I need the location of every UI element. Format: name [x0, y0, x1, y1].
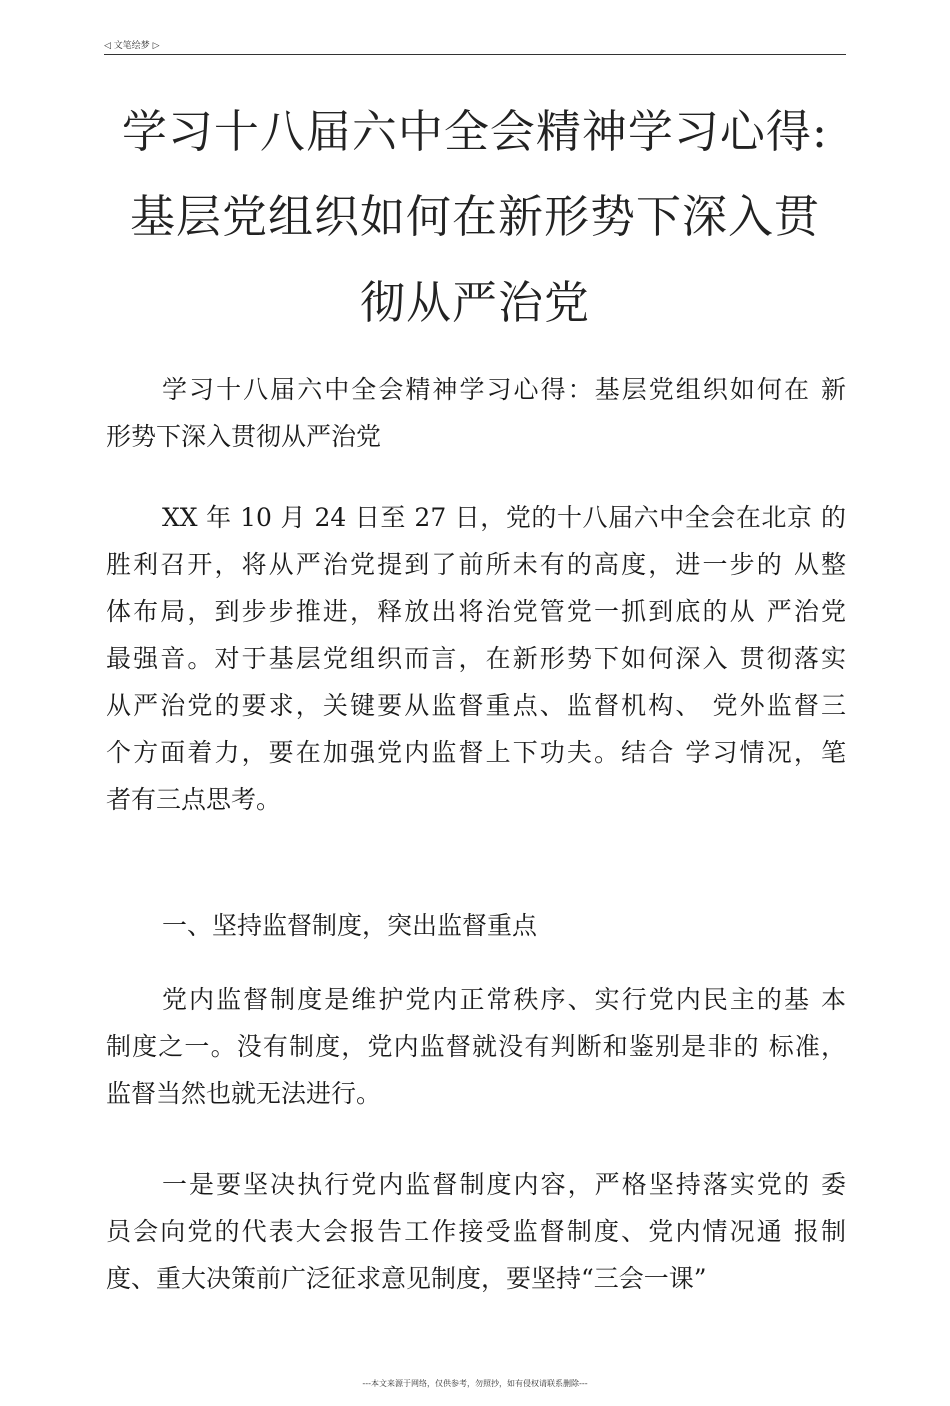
text-line: 一是要坚决执行党内监督制度内容，严格坚持落实党的 委 — [162, 1170, 846, 1199]
text-line: 监督当然也就无法进行。 — [106, 1079, 382, 1108]
text-line: 学习十八届六中全会精神学习心得：基层党组织如何在 新 — [162, 375, 846, 404]
paragraph-subtitle — [106, 366, 846, 460]
doc-title-line-1: 学习十八届六中全会精神学习心得: — [121, 105, 829, 158]
text-line: 体布局，到步步推进，释放出将治党管党一抓到底的从 严治党 — [106, 597, 846, 626]
text-line: 党内监督制度是维护党内正常秩序、实行党内民主的基 本 — [162, 985, 846, 1014]
paragraph-supervision — [106, 976, 846, 1117]
text-line: 最强音。对于基层党组织而言，在新形势下如何深入 贯彻落实 — [106, 644, 846, 673]
header-label: ◁ 文笔绘梦 ▷ — [104, 41, 160, 51]
text-line: 从严治党的要求，关键要从监督重点、监督机构、 党外监督三 — [106, 691, 846, 720]
paragraph-intro — [106, 494, 846, 823]
text-line: 制度之一。没有制度，党内监督就没有判断和鉴别是非的 标准， — [106, 1032, 846, 1061]
text-line: 度、重大决策前广泛征求意见制度，要坚持“三会一课” — [106, 1264, 707, 1293]
section-heading — [106, 902, 846, 949]
paragraph-point-one — [106, 1161, 846, 1302]
doc-title-line-2: 基层党组织如何在新形势下深入贯 — [129, 190, 820, 243]
text-line: 形势下深入贯彻从严治党 — [106, 422, 382, 451]
text-line: 个方面着力，要在加强党内监督上下功夫。结合 学习情况，笔 — [106, 738, 846, 767]
text-line: 员会向党的代表大会报告工作接受监督制度、党内情况通 报制 — [106, 1217, 846, 1246]
text-line: 者有三点思考。 — [106, 785, 282, 814]
page-header — [104, 40, 846, 55]
section-heading-text: 一、坚持监督制度，突出监督重点 — [162, 911, 538, 940]
page-footer-note: ---本文来源于网络，仅供参考，勿照抄，如有侵权请联系删除--- — [362, 1379, 588, 1388]
text-line: XX 年 10 月 24 日至 27 日，党的十八届六中全会在北京 的 — [162, 503, 846, 532]
text-line: 胜利召开，将从严治党提到了前所未有的高度，进一步的 从整 — [106, 550, 846, 579]
doc-title-line-3: 彻从严治党 — [359, 276, 590, 329]
